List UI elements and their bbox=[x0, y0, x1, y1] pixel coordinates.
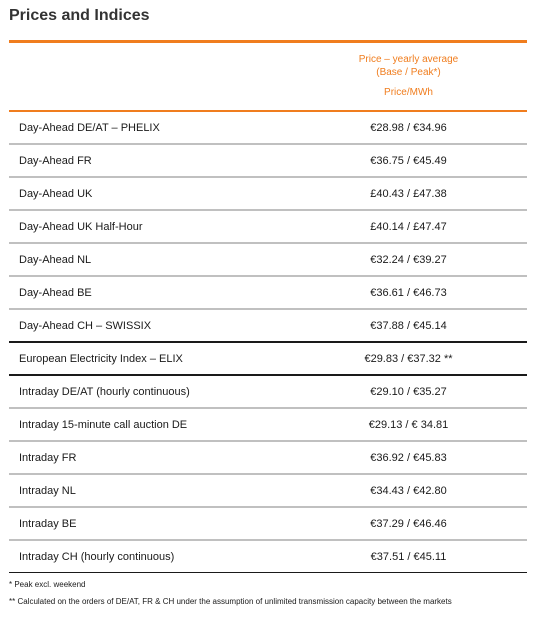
table-row bbox=[9, 244, 527, 277]
table-row bbox=[9, 211, 527, 244]
row-value: £40.43 / £47.38 bbox=[370, 188, 447, 200]
table-row bbox=[9, 178, 527, 211]
page-title: Prices and Indices bbox=[9, 7, 150, 24]
row-label: Intraday BE bbox=[19, 518, 77, 530]
row-label: Intraday CH (hourly continuous) bbox=[19, 551, 175, 563]
row-value: €37.51 / €45.11 bbox=[370, 551, 447, 563]
row-label: Day-Ahead CH – SWISSIX bbox=[19, 320, 152, 332]
table-row bbox=[9, 376, 527, 409]
row-value: €37.88 / €45.14 bbox=[370, 320, 447, 332]
row-label: Day-Ahead UK Half-Hour bbox=[19, 221, 143, 233]
row-label: Intraday FR bbox=[19, 452, 77, 464]
row-value: €29.13 / € 34.81 bbox=[368, 419, 449, 431]
table-row bbox=[9, 112, 527, 145]
table-row bbox=[9, 409, 527, 442]
table-row bbox=[9, 310, 527, 343]
row-value: €28.98 / €34.96 bbox=[370, 122, 447, 134]
row-label: Day-Ahead NL bbox=[19, 254, 92, 266]
header-top-rule bbox=[9, 40, 527, 43]
row-value: €36.61 / €46.73 bbox=[370, 287, 447, 299]
row-label: Intraday NL bbox=[19, 485, 76, 497]
table-row bbox=[9, 508, 527, 541]
table-row bbox=[9, 277, 527, 310]
table-row bbox=[9, 145, 527, 178]
row-value: €29.83 / €37.32 ** bbox=[364, 353, 453, 365]
row-value: €29.10 / €35.27 bbox=[370, 386, 447, 398]
row-label: European Electricity Index – ELIX bbox=[19, 353, 183, 365]
row-label: Day-Ahead DE/AT – PHELIX bbox=[19, 122, 160, 134]
table-row bbox=[9, 475, 527, 508]
price-column-subheader: (Base / Peak*) bbox=[376, 67, 441, 78]
price-column-header: Price – yearly average bbox=[358, 54, 459, 65]
row-label: Intraday DE/AT (hourly continuous) bbox=[19, 386, 190, 398]
row-value: €32.24 / €39.27 bbox=[370, 254, 447, 266]
table-row bbox=[9, 343, 527, 376]
row-value: €34.43 / €42.80 bbox=[370, 485, 447, 497]
row-label: Day-Ahead FR bbox=[19, 155, 92, 167]
row-label: Day-Ahead UK bbox=[19, 188, 93, 200]
footnote-peak: * Peak excl. weekend bbox=[9, 580, 86, 589]
row-label: Day-Ahead BE bbox=[19, 287, 92, 299]
row-value: £40.14 / £47.47 bbox=[370, 221, 447, 233]
row-value: €36.92 / €45.83 bbox=[370, 452, 447, 464]
row-value: €37.29 / €46.46 bbox=[370, 518, 447, 530]
footnote-calculation: ** Calculated on the orders of DE/AT, FR & CH under the assumption of unlimited transmission capacity between the markets bbox=[9, 597, 452, 606]
row-value: €36.75 / €45.49 bbox=[370, 155, 447, 167]
table-row bbox=[9, 442, 527, 475]
prices-table bbox=[9, 112, 527, 573]
price-unit-header: Price/MWh bbox=[384, 87, 433, 98]
table-row bbox=[9, 541, 527, 573]
row-label: Intraday 15-minute call auction DE bbox=[19, 419, 188, 431]
